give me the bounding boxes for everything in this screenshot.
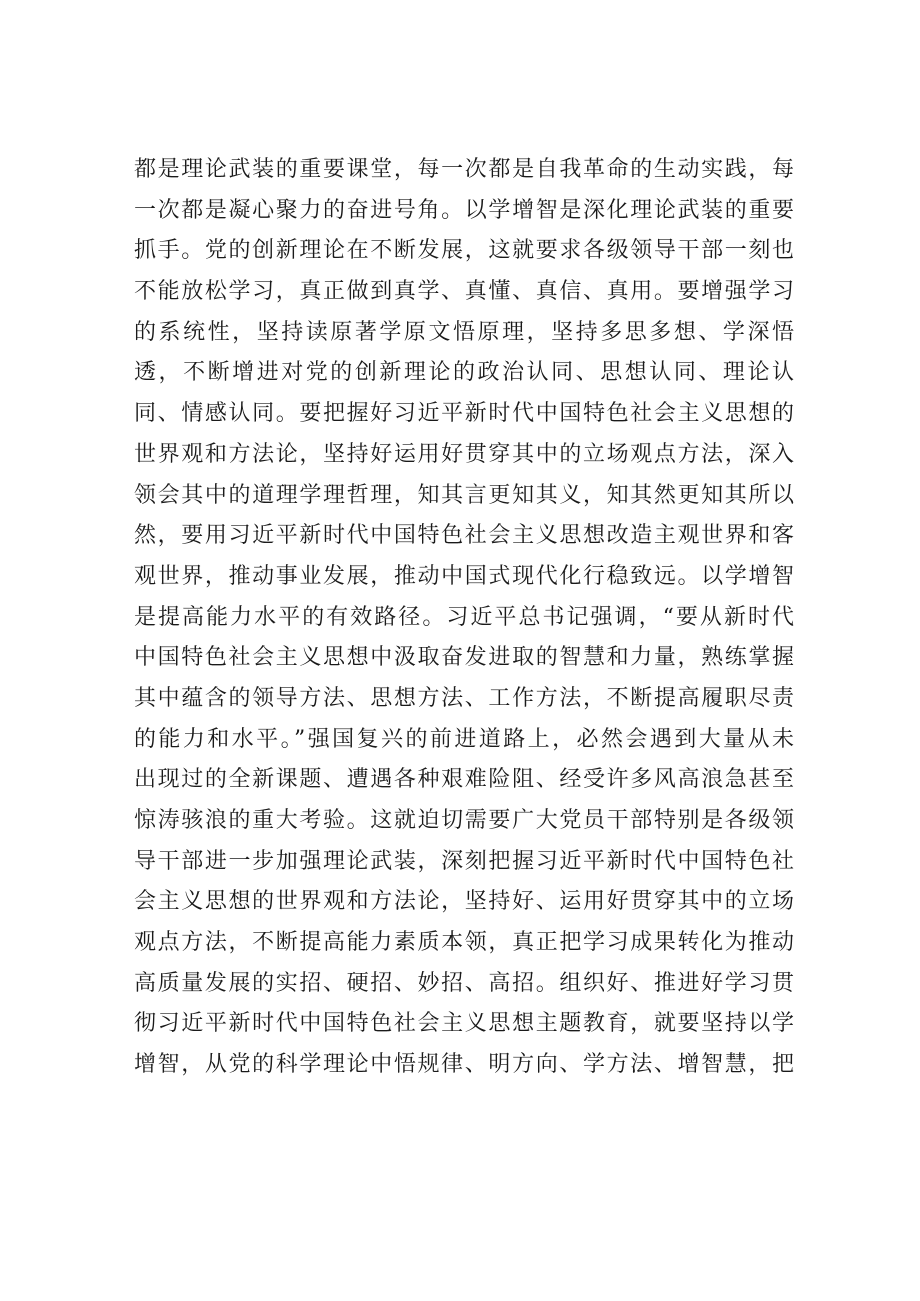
text-line-8: 世界观和方法论，坚持好运用好贯穿其中的立场观点方法，深入 xyxy=(134,441,794,467)
text-line-17: 惊涛骇浪的重大考验。这就迫切需要广大党员干部特别是各级领 xyxy=(134,808,794,833)
body-paragraph xyxy=(134,150,794,1086)
text-line-10: 然，要用习近平新时代中国特色社会主义思想改造主观世界和客 xyxy=(134,523,794,549)
text-line-21: 高质量发展的实招、硬招、妙招、高招。组织好、推进好学习贯 xyxy=(134,970,794,996)
text-line-20: 观点方法，不断提高能力素质本领，真正把学习成果转化为推动 xyxy=(134,930,794,956)
text-line-6: 透，不断增进对党的创新理论的政治认同、思想认同、理论认 xyxy=(134,360,794,386)
text-line-23: 增智，从党的科学理论中悟规律、明方向、学方法、增智慧，把 xyxy=(134,1052,794,1078)
text-line-18: 导干部进一步加强理论武装，深刻把握习近平新时代中国特色社 xyxy=(134,848,794,874)
text-line-1: 都是理论武装的重要课堂，每一次都是自我革命的生动实践，每 xyxy=(134,157,794,182)
text-line-5: 的系统性，坚持读原著学原文悟原理，坚持多思多想、学深悟 xyxy=(134,319,794,345)
text-line-2: 一次都是凝心聚力的奋进号角。以学增智是深化理论武装的重要 xyxy=(134,197,794,223)
text-line-11: 观世界，推动事业发展，推动中国式现代化行稳致远。以学增智 xyxy=(134,563,794,589)
text-line-14: 其中蕴含的领导方法、思想方法、工作方法，不断提高履职尽责 xyxy=(134,685,794,711)
text-line-9: 领会其中的道理学理哲理，知其言更知其义，知其然更知其所以 xyxy=(134,482,794,508)
text-line-15: 的能力和水平。”强国复兴的前进道路上，必然会遇到大量从未 xyxy=(134,726,794,752)
text-line-19: 会主义思想的世界观和方法论，坚持好、运用好贯穿其中的立场 xyxy=(134,889,794,915)
text-line-3: 抓手。党的创新理论在不断发展，这就要求各级领导干部一刻也 xyxy=(134,238,794,264)
text-line-7: 同、情感认同。要把握好习近平新时代中国特色社会主义思想的 xyxy=(134,401,794,427)
text-line-12: 是提高能力水平的有效路径。习近平总书记强调，“要从新时代 xyxy=(134,604,794,630)
text-line-13: 中国特色社会主义思想中汲取奋发进取的智慧和力量，熟练掌握 xyxy=(134,645,794,671)
text-line-4: 不能放松学习，真正做到真学、真懂、真信、真用。要增强学习 xyxy=(134,279,794,305)
text-line-16: 出现过的全新课题、遭遇各种艰难险阻、经受许多风高浪急甚至 xyxy=(134,767,794,793)
text-line-22: 彻习近平新时代中国特色社会主义思想主题教育，就要坚持以学 xyxy=(134,1011,794,1037)
